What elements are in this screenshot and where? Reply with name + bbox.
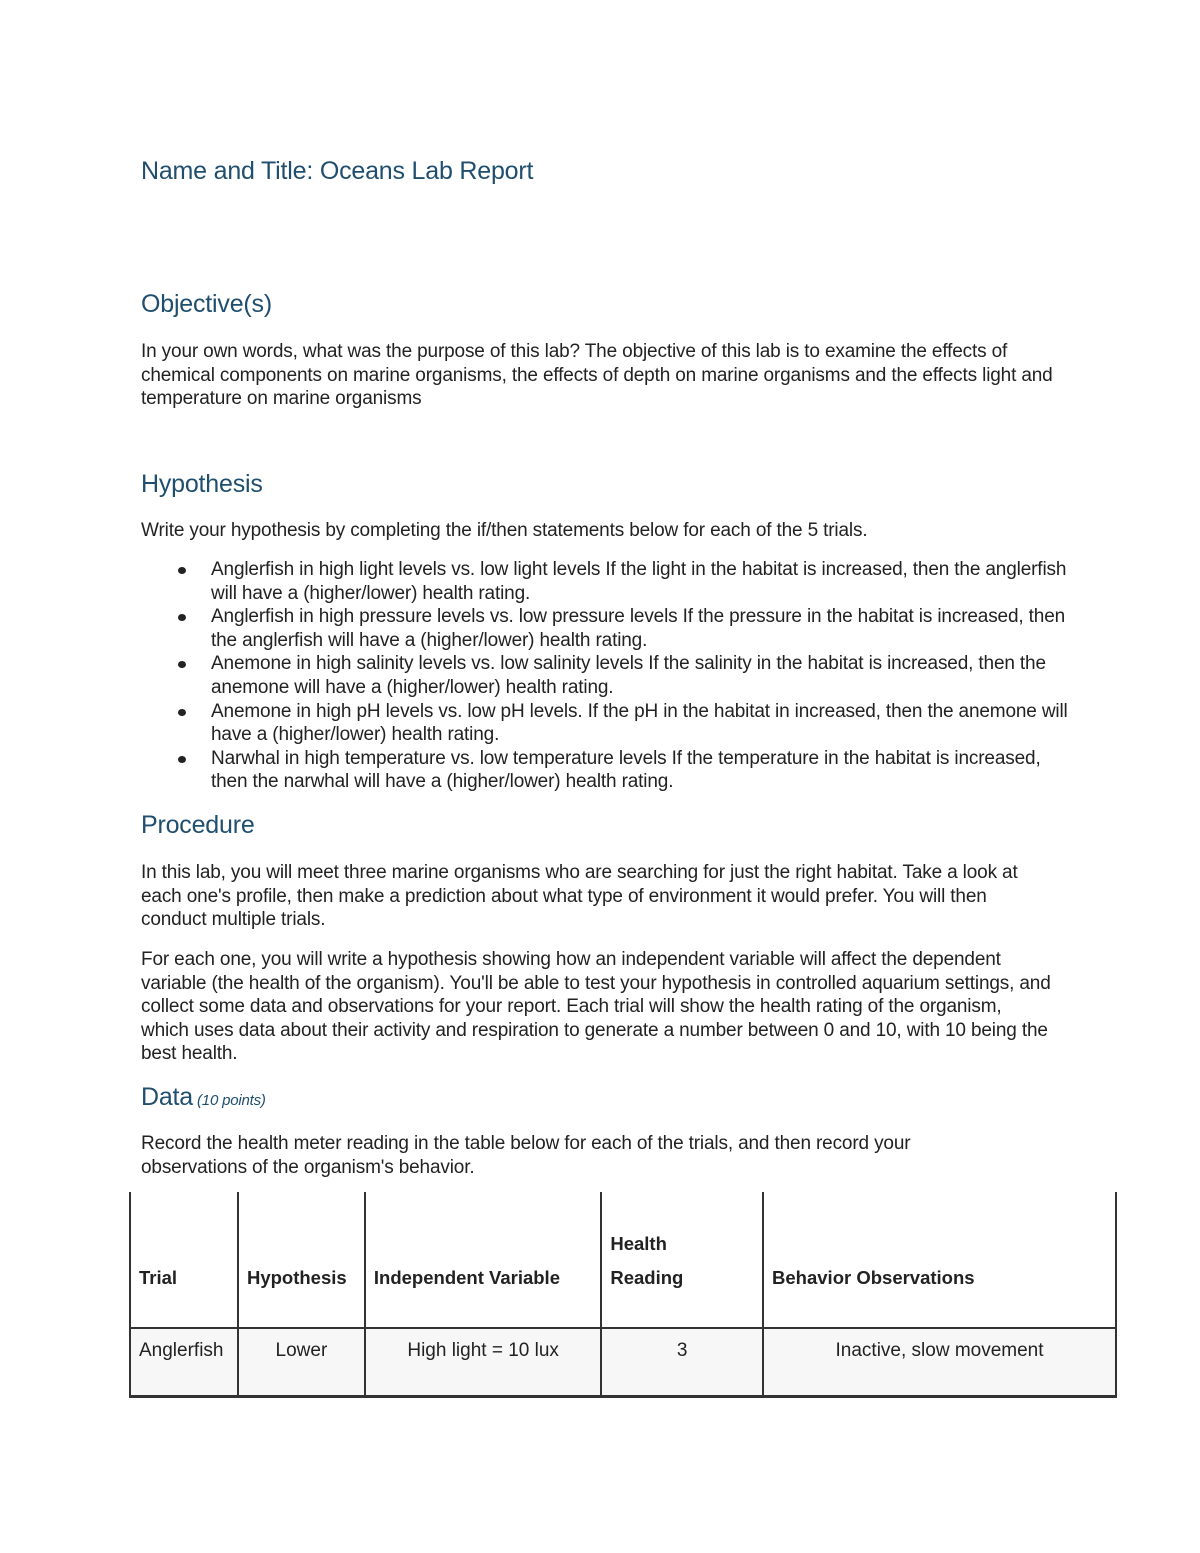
objective-heading: Objective(s) xyxy=(141,290,272,318)
data-heading xyxy=(141,1083,266,1112)
hypothesis-list xyxy=(141,558,1071,794)
header-health-reading-text: Health Reading xyxy=(610,1233,684,1288)
data-points: (10 points) xyxy=(197,1092,266,1109)
list-item-text: Anglerfish in high pressure levels vs. low pressure levels If the pressure in the habitat is increased, then the anglerfish will have a (higher/lower) health rating. xyxy=(211,606,1066,651)
header-hypothesis xyxy=(238,1192,365,1328)
page-title: Name and Title: Oceans Lab Report xyxy=(141,157,534,185)
data-heading-text: Data xyxy=(141,1083,194,1111)
list-item-text: Anemone in high salinity levels vs. low salinity levels If the salinity in the habitat is increased, then the anemone will have a (higher/lower) health rating. xyxy=(211,653,1046,698)
data-table xyxy=(129,1192,1117,1398)
data-intro: Record the health meter reading in the table below for each of the trials, and then record your observations of the organism's behavior. xyxy=(141,1133,911,1178)
cell-behavior-observations: Inactive, slow movement xyxy=(763,1328,1116,1396)
list-item-text: Narwhal in high temperature vs. low temperature levels If the temperature in the habitat is increased, then the narwhal will have a (higher/lower) health rating. xyxy=(211,747,1041,793)
table-row xyxy=(130,1328,1116,1396)
list-item xyxy=(141,558,1071,605)
bullet-icon xyxy=(178,567,186,574)
header-health-reading xyxy=(601,1192,763,1328)
cell-trial: Anglerfish xyxy=(130,1328,238,1396)
cell-independent-variable: High light = 10 lux xyxy=(365,1328,601,1396)
list-item xyxy=(141,605,1071,652)
procedure-paragraph-2: For each one, you will write a hypothesis showing how an independent variable will affect the dependent variable (the health of the organism). You'll be able to test your hypothesis in controlled aquarium settings, and collect some data and observations for your report. Each trial will show the health rating of the organism, which uses data about their activity and respiration to generate a number between 0 and 10, with 10 being the best health. xyxy=(141,949,1051,1064)
header-behavior-observations: Behavior Observations xyxy=(763,1192,1116,1328)
list-item-text: Anemone in high pH levels vs. low pH levels. If the pH in the habitat in increased, then the anemone will have a (higher/lower) health rating. xyxy=(211,700,1068,746)
bullet-icon xyxy=(178,661,186,668)
list-item xyxy=(141,747,1071,794)
list-item-text: Anglerfish in high light levels vs. low light levels If the light in the habitat is increased, then the anglerfish will have a (higher/lower) health rating. xyxy=(211,559,1067,604)
cell-hypothesis: Lower xyxy=(238,1328,365,1396)
hypothesis-heading: Hypothesis xyxy=(141,470,263,498)
header-hypothesis-text: Hypothesis xyxy=(246,1267,347,1288)
table-header-row xyxy=(130,1192,1116,1328)
bullet-icon xyxy=(178,709,186,716)
procedure-heading: Procedure xyxy=(141,811,255,839)
list-item xyxy=(141,700,1071,747)
list-item xyxy=(141,652,1071,699)
cell-health-reading: 3 xyxy=(601,1328,763,1396)
procedure-paragraph-1: In this lab, you will meet three marine organisms who are searching for just the right habitat. Take a look at each one's profile, then make a prediction about what type of environment it would prefer. You will then conduct multiple trials. xyxy=(141,862,1018,930)
bullet-icon xyxy=(178,614,186,621)
header-trial: Trial xyxy=(130,1192,238,1328)
header-independent-variable: Independent Variable xyxy=(365,1192,601,1328)
bullet-icon xyxy=(178,756,186,763)
hypothesis-intro: Write your hypothesis by completing the if/then statements below for each of the 5 trials. xyxy=(141,520,868,541)
objective-text: In your own words, what was the purpose of this lab? The objective of this lab is to examine the effects of chemical components on marine organisms, the effects of depth on marine organisms and the effects light and temperature on marine organisms xyxy=(141,341,1053,409)
